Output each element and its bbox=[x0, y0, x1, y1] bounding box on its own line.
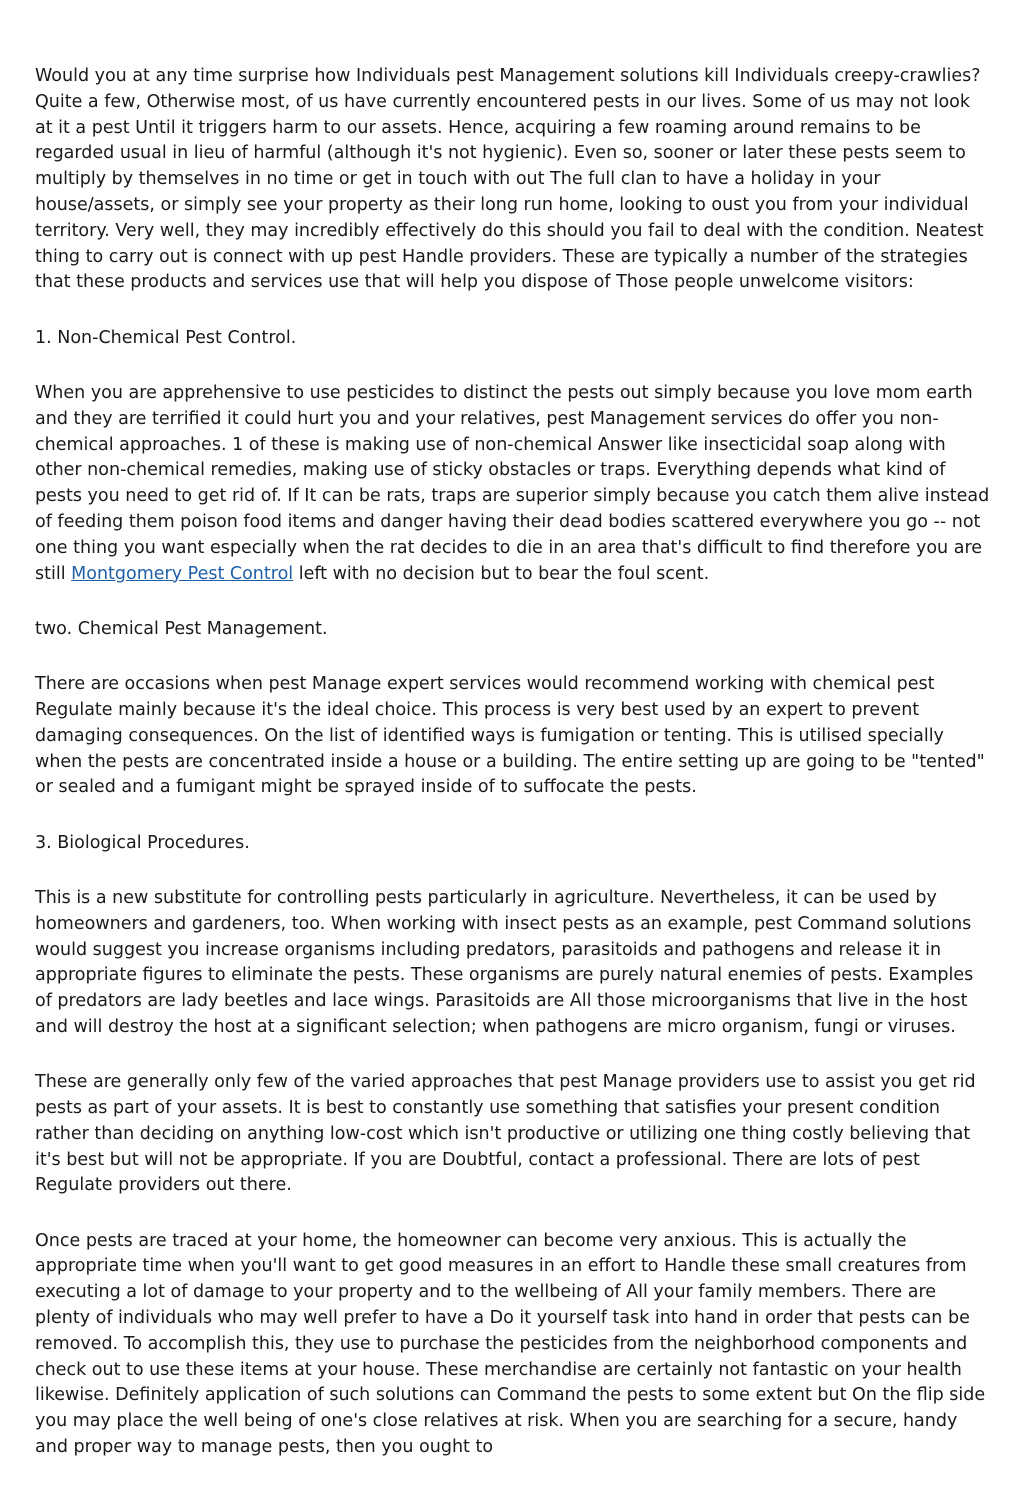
document-body bbox=[35, 64, 993, 1490]
paragraph-non-chemical bbox=[35, 381, 993, 587]
paragraph-non-chemical-after: left with no decision but to bear the foul scent. bbox=[293, 563, 710, 584]
heading-non-chemical: 1. Non-Chemical Pest Control. bbox=[35, 327, 297, 348]
paragraph-non-chemical-before: When you are apprehensive to use pesticides to distinct the pests out simply because you love mom earth and they are terrified it could hurt you and your relatives, pest Management services do offer you non-chemical approaches. 1 of these is making use of non-chemical Answer like insecticidal soap along with other non-chemical remedies, making use of sticky obstacles or traps. Everything depends what kind of pests you need to get rid of. If It can be rats, traps are superior simply because you catch them alive instead of feeding them poison food items and danger having their dead bodies scattered everywhere you go -- not one thing you want especially when the rat decides to die in an area that's difficult to find therefore you are still bbox=[35, 382, 990, 584]
paragraph-chemical: There are occasions when pest Manage expert services would recommend working with chemical pest Regulate mainly because it's the ideal choice. This process is very best used by an expert to prevent damaging consequences. On the list of identified ways is fumigation or tenting. This is utilised specially when the pests are concentrated inside a house or a building. The entire setting up are going to be "tented" or sealed and a fumigant might be sprayed inside of to suffocate the pests. bbox=[35, 674, 985, 798]
paragraph-homeowner: Once pests are traced at your home, the homeowner can become very anxious. This is actually the appropriate time when you'll want to get good measures in an effort to Handle these small creatures from executing a lot of damage to your property and to the wellbeing of All your family members. There are plenty of individuals who may well prefer to have a Do it yourself task into hand in order that pests can be removed. To accomplish this, they use to purchase the pesticides from the neighborhood components and check out to use these items at your house. These merchandise are certainly not fantastic on your health likewise. Definitely application of such solutions can Command the pests to some extent but On the flip side you may place the well being of one's close relatives at risk. When you are searching for a secure, handy and proper way to manage pests, then you ought to bbox=[35, 1230, 986, 1458]
montgomery-pest-control-link[interactable]: Montgomery Pest Control bbox=[71, 563, 294, 584]
heading-chemical: two. Chemical Pest Management. bbox=[35, 618, 328, 639]
paragraph-approaches: These are generally only few of the varied approaches that pest Manage providers use to assist you get rid pests as part of your assets. It is best to constantly use something that satisfies your present condition rather than deciding on anything low-cost which isn't productive or utilizing one thing costly believing that it's best but will not be appropriate. If you are Doubtful, contact a professional. There are lots of pest Regulate providers out there. bbox=[35, 1072, 976, 1196]
paragraph-biological: This is a new substitute for controlling pests particularly in agriculture. Nevertheless, it can be used by homeowners and gardeners, too. When working with insect pests as an example, pest Command solutions would suggest you increase organisms including predators, parasitoids and pathogens and release it in appropriate figures to eliminate the pests. These organisms are purely natural enemies of pests. Examples of predators are lady beetles and lace wings. Parasitoids are All those microorganisms that live in the host and will destroy the host at a significant selection; when pathogens are micro organism, fungi or viruses. bbox=[35, 887, 974, 1037]
paragraph-intro: Would you at any time surprise how Individuals pest Management solutions kill Individuals creepy-crawlies? Quite a few, Otherwise most, of us have currently encountered pests in our lives. Some of us may not look at it a pest Until it triggers harm to our assets. Hence, acquiring a few roaming around remains to be regarded usual in lieu of harmful (although it's not hygienic). Even so, sooner or later these pests seem to multiply by themselves in no time or get in touch with out The full clan to have a holiday in your house/assets, or simply see your property as their long run home, looking to oust you from your individual territory. Very well, they may incredibly effectively do this should you fail to deal with the condition. Neatest thing to carry out is connect with up pest Handle providers. These are typically a number of the strategies that these products and services use that will help you dispose of Those people unwelcome visitors: bbox=[35, 66, 984, 293]
heading-biological: 3. Biological Procedures. bbox=[35, 832, 250, 853]
